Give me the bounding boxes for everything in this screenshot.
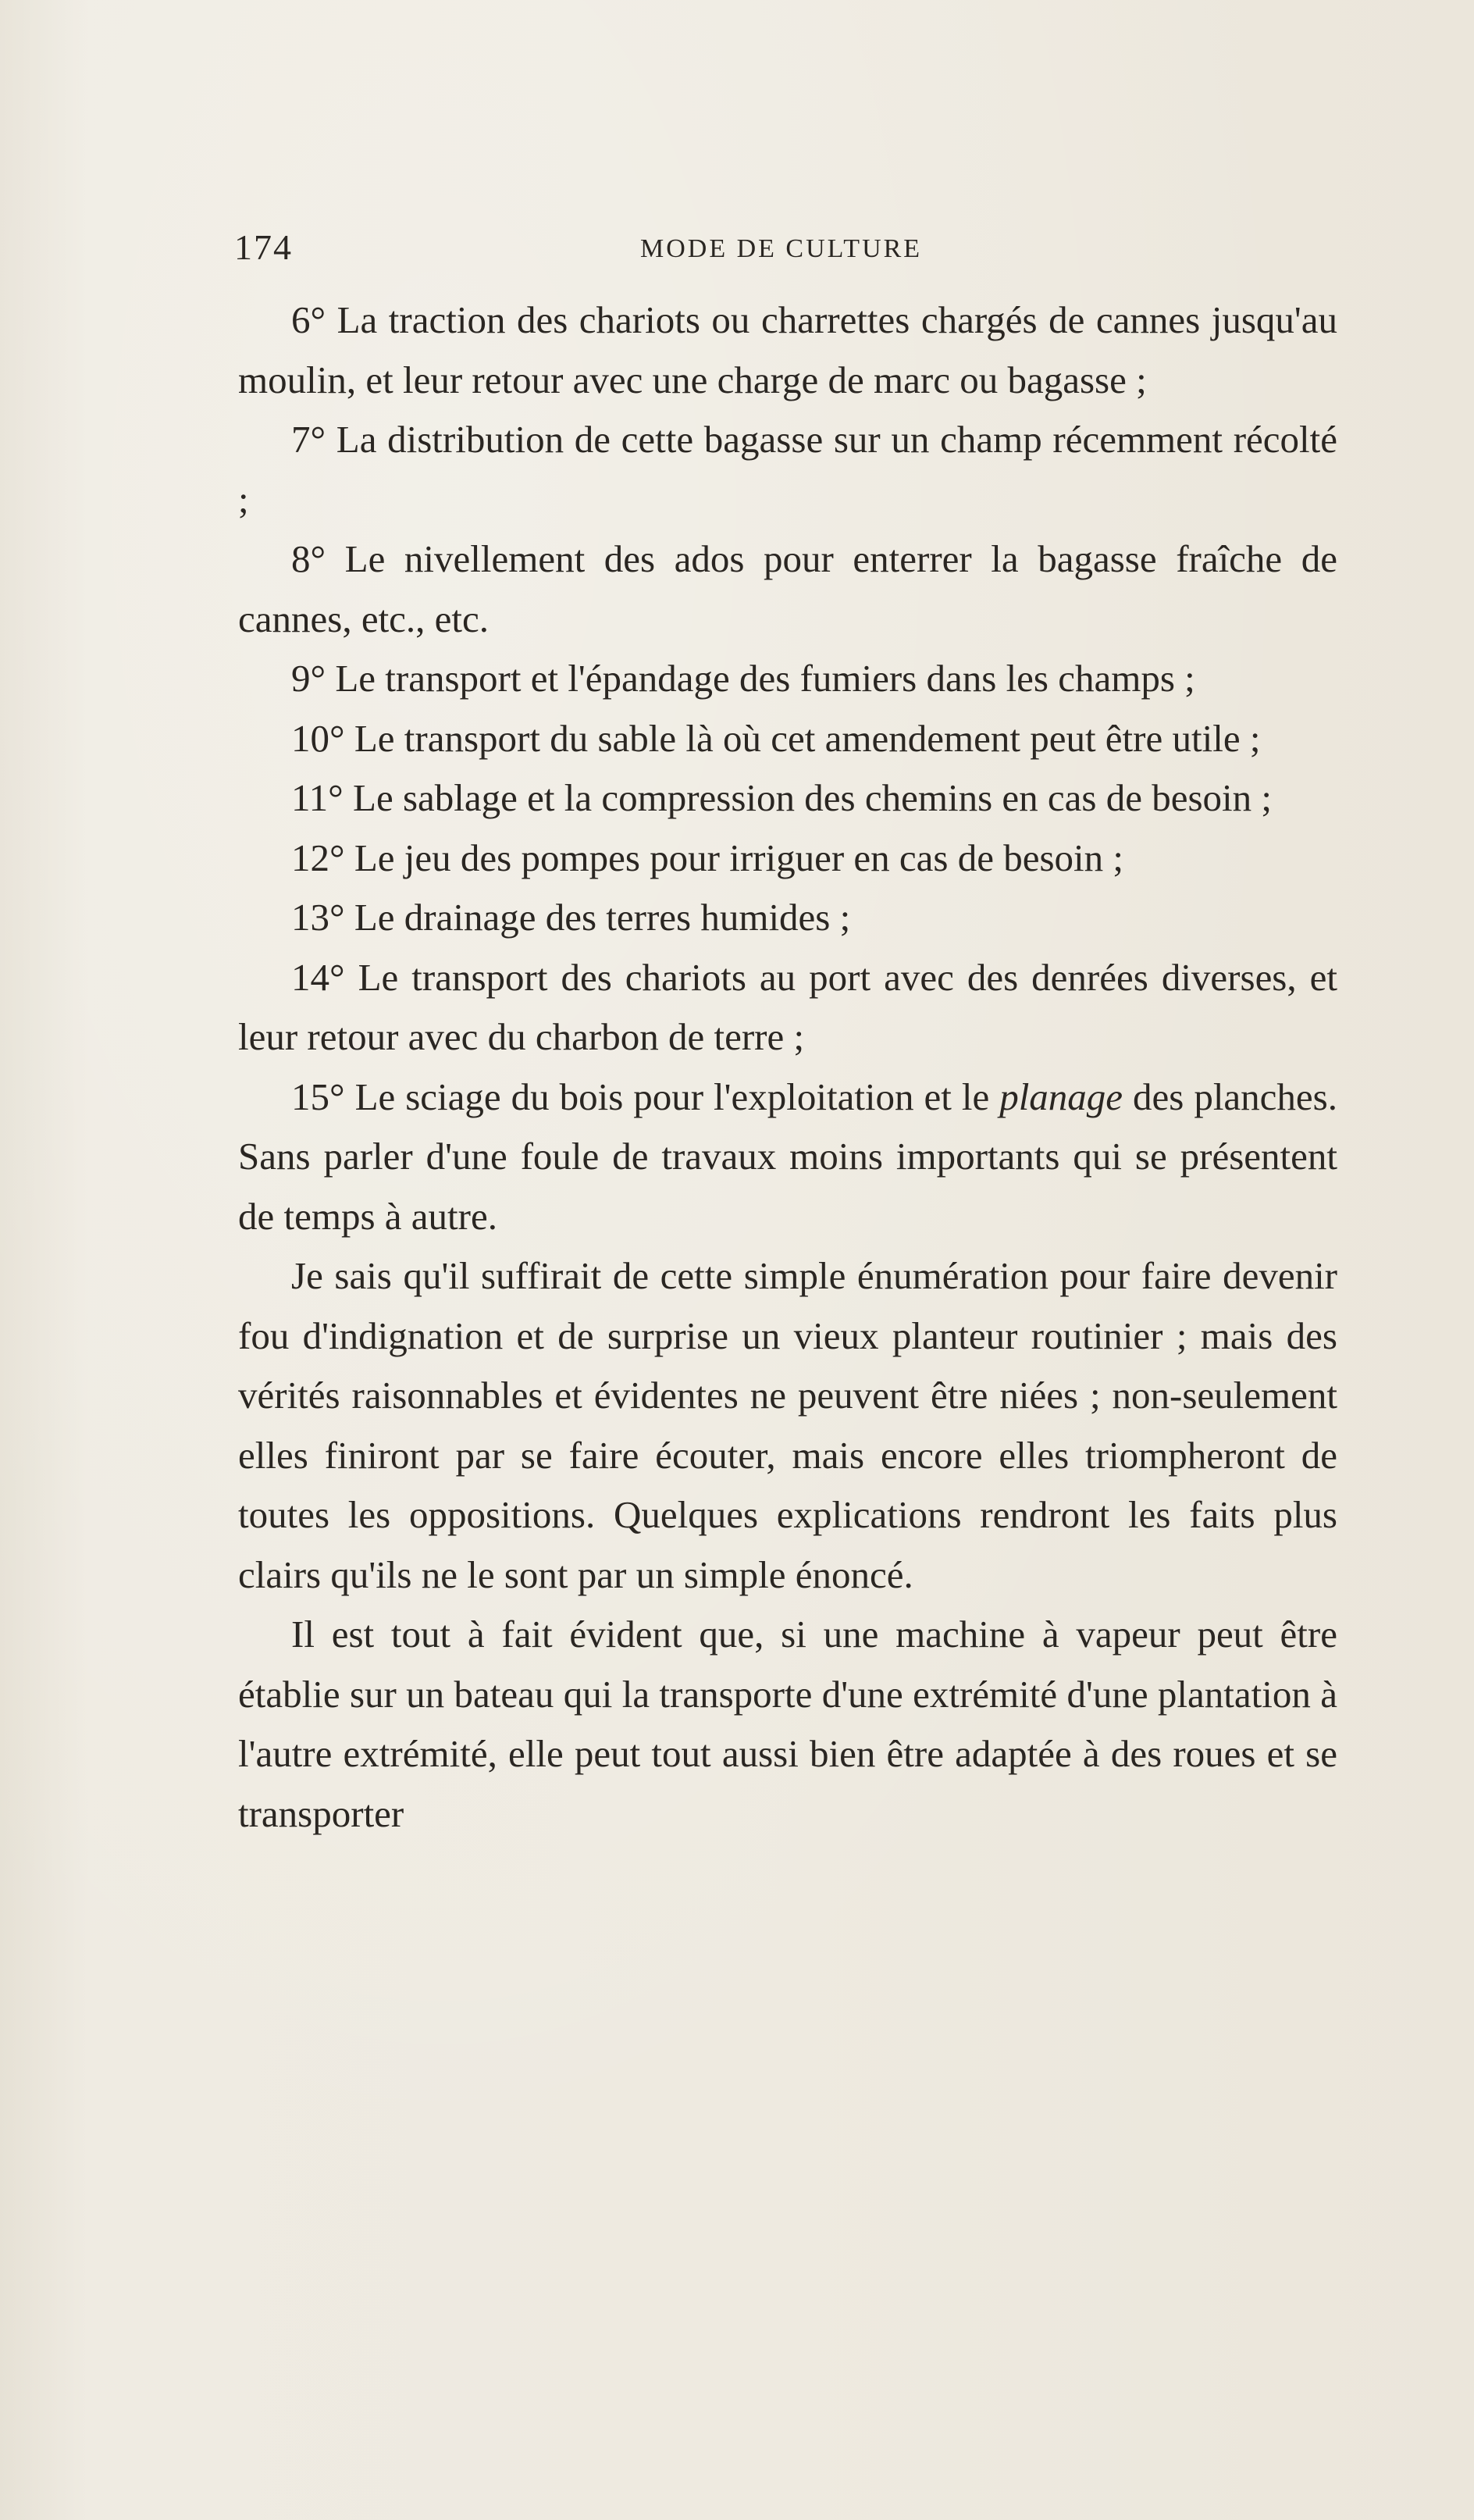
paragraph-item-11: 11° Le sablage et la compression des chemins en cas de besoin ; xyxy=(291,776,1273,819)
paragraph-argument: Je sais qu'il suffirait de cette simple énumération pour faire devenir fou d'indignation et de surprise un vieux planteur routinier ; mais des vérités raisonnables et évidentes ne peuvent être niées ; non-seulement elles finiront par se faire écouter, mais encore elles triompheront de toutes les oppositions. Quelques explications rendront les faits plus clairs qu'ils ne le sont par un simple énoncé. xyxy=(238,1254,1337,1596)
page-header xyxy=(234,226,1343,273)
paragraph-item-9: 9° Le transport et l'épandage des fumiers dans les champs ; xyxy=(291,657,1195,700)
paragraph-item-10: 10° Le transport du sable là où cet amendement peut être utile ; xyxy=(291,716,1261,760)
body-text xyxy=(238,290,1337,1844)
paragraph-item-8: 8° Le nivellement des ados pour enterrer la bagasse fraîche de cannes, etc., etc. xyxy=(238,537,1337,640)
paragraph-item-13: 13° Le drainage des terres humides ; xyxy=(291,896,851,939)
running-head: MODE DE CULTURE xyxy=(640,234,923,263)
paragraph-item-7: 7° La distribution de cette bagasse sur un champ récemment récolté ; xyxy=(238,418,1337,521)
paragraph-item-15-before: 15° Le sciage du bois pour l'exploitation et le xyxy=(291,1075,1000,1118)
paragraph-steam-engine: Il est tout à fait évident que, si une machine à vapeur peut être établie sur un bateau qui la transporte d'une extrémité d'une plantation à l'autre extrémité, elle peut tout aussi bien être adaptée à des roues et se transporter xyxy=(238,1613,1337,1835)
paragraph-item-14: 14° Le transport des chariots au port avec des denrées diverses, et leur retour avec du charbon de terre ; xyxy=(238,955,1337,1058)
italic-term-planage: planage xyxy=(999,1075,1123,1118)
paragraph-item-15-after: des planches. Sans parler d'une foule de travaux moins importants qui se présentent de temps à autre. xyxy=(238,1075,1338,1238)
paragraph-item-15 xyxy=(238,1068,1337,1247)
paragraph-item-12: 12° Le jeu des pompes pour irriguer en cas de besoin ; xyxy=(291,836,1123,879)
page-number: 174 xyxy=(234,227,293,267)
paragraph-item-6: 6° La traction des chariots ou charrettes chargés de cannes jusqu'au moulin, et leur retour avec une charge de marc ou bagasse ; xyxy=(238,298,1337,401)
